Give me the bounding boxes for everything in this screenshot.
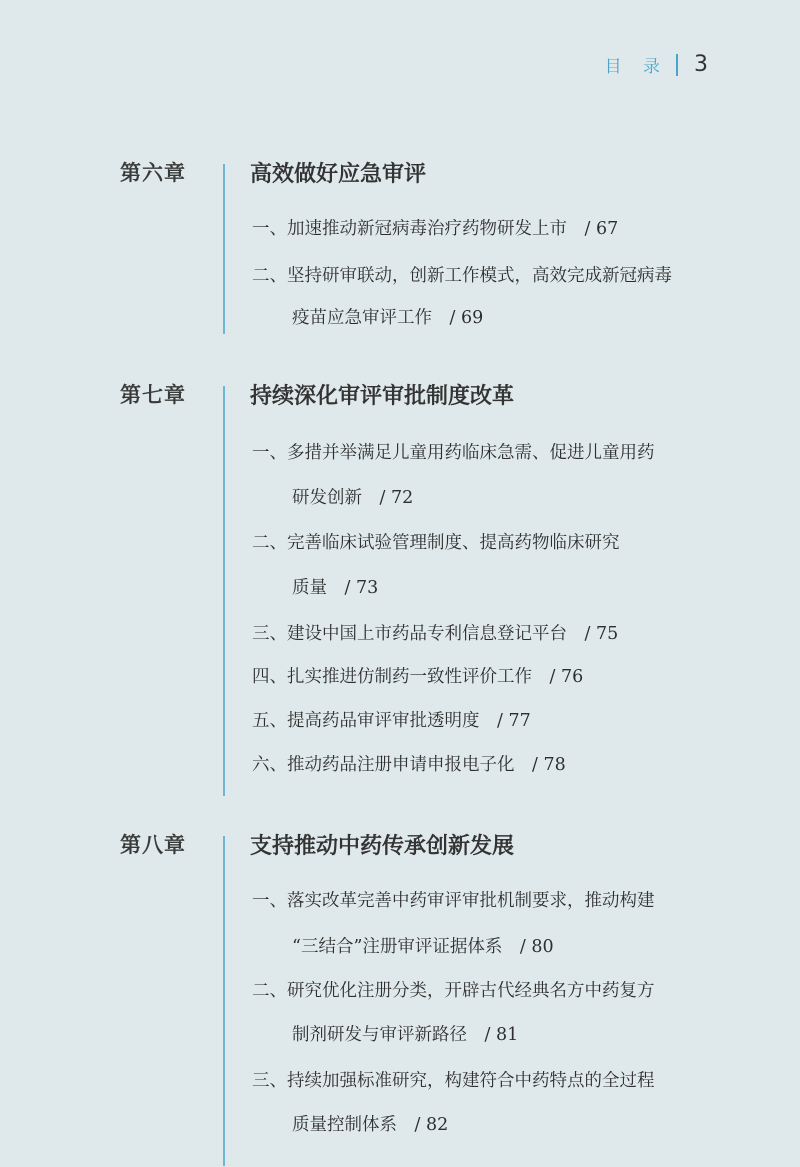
chapter-heading [120,374,740,414]
toc-entry[interactable]: 五、提高药品审评审批透明度 / 77 [252,711,531,731]
chapter-number: 第六章 [120,161,186,185]
toc-entry[interactable]: 二、研究优化注册分类，开辟古代经典名方中药复方 [252,981,655,1001]
toc-entry[interactable]: 三、持续加强标准研究，构建符合中药特点的全过程 [252,1071,655,1091]
chapter-rule [223,836,225,1166]
page-header [605,52,708,77]
chapter-heading [120,824,740,864]
chapter-heading [120,152,740,192]
chapter-6 [120,152,740,328]
chapter-rule [223,164,225,334]
toc-entry[interactable]: 六、推动药品注册申请申报电子化 / 78 [252,755,566,775]
toc-entry-continuation[interactable]: 质量 / 73 [292,578,379,598]
toc-entry[interactable]: 一、落实改革完善中药审评审批机制要求，推动构建 [252,891,655,911]
toc-entry[interactable]: 四、扎实推进仿制药一致性评价工作 / 76 [252,667,584,687]
toc-entry-continuation[interactable]: 制剂研发与审评新路径 / 81 [292,1025,519,1045]
toc-entry-continuation[interactable]: “三结合”注册审评证据体系 / 80 [292,937,554,957]
chapter-title: 高效做好应急审评 [250,161,427,187]
toc-entry[interactable]: 一、加速推动新冠病毒治疗药物研发上市 / 67 [252,219,619,239]
header-divider [676,54,678,76]
toc-entry[interactable]: 一、多措并举满足儿童用药临床急需、促进儿童用药 [252,443,655,463]
toc-entry-continuation[interactable]: 质量控制体系 / 82 [292,1115,449,1135]
chapter-rule [223,386,225,796]
chapter-number: 第七章 [120,383,186,407]
toc-entry[interactable]: 三、建设中国上市药品专利信息登记平台 / 75 [252,624,619,644]
chapter-7 [120,374,740,775]
header-title: 目 录 [604,57,668,77]
toc-entry-continuation[interactable]: 研发创新 / 72 [292,488,414,508]
page-number: 3 [694,52,708,77]
toc-entry[interactable]: 二、完善临床试验管理制度、提高药物临床研究 [252,533,620,553]
chapter-title: 持续深化审评审批制度改革 [250,383,515,409]
chapter-number: 第八章 [120,833,186,857]
chapter-8 [120,824,740,1135]
toc-entry-continuation[interactable]: 疫苗应急审评工作 / 69 [292,308,484,328]
chapter-title: 支持推动中药传承创新发展 [250,833,515,859]
toc-entry[interactable]: 二、坚持研审联动，创新工作模式，高效完成新冠病毒 [252,266,672,286]
